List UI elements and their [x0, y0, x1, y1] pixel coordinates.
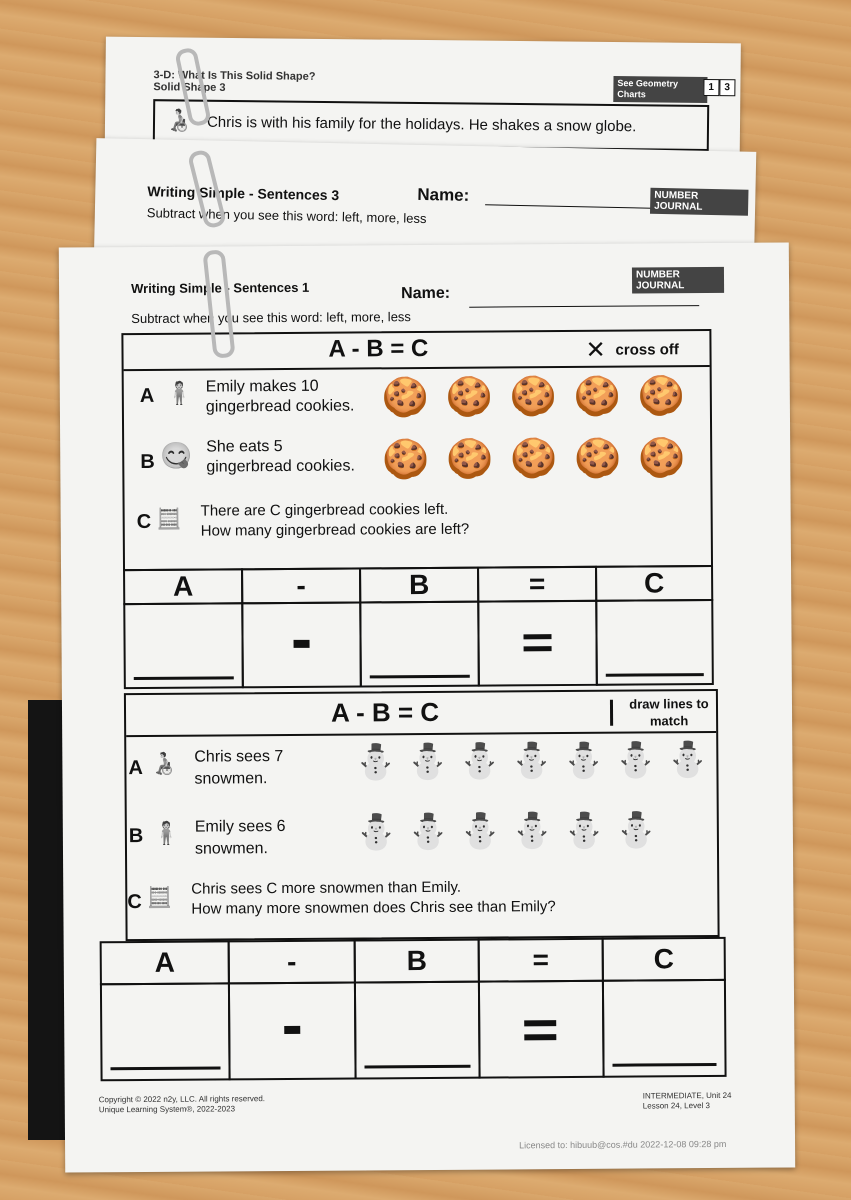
- part2-row-c-line1: Chris sees C more snowmen than Emily.: [191, 878, 462, 898]
- equals-bar-top: [524, 1020, 556, 1026]
- equals-bar-bottom: [524, 646, 552, 651]
- gingerbread-cookie-icon: 🍪: [446, 438, 494, 481]
- wheelchair-boy-icon: 🧑‍🦽: [164, 107, 193, 133]
- sheet1-name-line: [469, 305, 699, 308]
- snowman-icon: ⛄: [510, 742, 553, 781]
- snowman-icon: ⛄: [510, 812, 554, 851]
- part2-answer-a[interactable]: [100, 982, 231, 1081]
- worksheet-sentences-1: [59, 242, 795, 1172]
- eating-face-icon: 😋: [160, 440, 193, 471]
- sheet3-header-line2: Solid Shape 3: [153, 81, 226, 94]
- part1-answer-a[interactable]: [123, 602, 244, 689]
- blocks-icon: 🧮: [156, 508, 182, 531]
- sheet2-title: Writing Simple - Sentences 3: [147, 183, 340, 204]
- snowman-icon: ⛄: [354, 813, 398, 852]
- gingerbread-cookie-icon: 🍪: [382, 438, 430, 482]
- license-watermark: Licensed to: hibuub@cos.#du 2022-12-08 09:28 pm: [519, 1138, 727, 1151]
- part2-header-equals: =: [478, 938, 604, 983]
- part1-equation: A - B = C: [328, 334, 429, 363]
- x-cross-icon: ✕: [585, 336, 606, 364]
- part2-header-c: C: [602, 937, 726, 982]
- part2-row-a-line2: snowmen.: [194, 770, 268, 788]
- minus-sign: [284, 1026, 300, 1034]
- sheet2-number-journal-logo: NUMBER JOURNAL: [650, 188, 749, 216]
- answer-line: [612, 1063, 716, 1067]
- part1-row-a-line2: gingerbread cookies.: [205, 397, 355, 416]
- sheet1-title: Writing Simple - Sentences 1: [131, 279, 310, 297]
- badge-number-1: 1: [703, 79, 719, 96]
- part2-row-c-line2: How many more snowmen does Chris see than Emily?: [191, 898, 556, 918]
- sheet1-name-label: Name:: [401, 284, 451, 303]
- gingerbread-cookie-icon: 🍪: [509, 376, 558, 419]
- blocks-icon: 🧮: [147, 886, 173, 909]
- part1-header-minus: -: [241, 567, 361, 604]
- footer-lesson: Lesson 24, Level 3: [642, 1101, 710, 1111]
- part2-hint: draw lines to match: [629, 696, 709, 729]
- gingerbread-cookie-icon: 🍪: [573, 375, 622, 418]
- part2-answer-b[interactable]: [354, 981, 481, 1080]
- snowmen-row-b: [355, 813, 711, 861]
- answer-line: [370, 675, 470, 679]
- part2-row-b-line2: snowmen.: [194, 840, 268, 858]
- part2-header-b: B: [354, 939, 480, 984]
- part2-answer-c[interactable]: [602, 979, 727, 1078]
- snowman-icon: ⛄: [458, 742, 501, 781]
- wheelchair-boy-icon: 🧑‍🦽: [150, 750, 178, 776]
- answer-line: [364, 1065, 470, 1069]
- sheet2-name-label: Name:: [417, 184, 470, 205]
- snowman-icon: ⛄: [666, 741, 709, 780]
- part1-equals-cell: [477, 600, 598, 687]
- part1-minus-cell: [241, 601, 362, 688]
- part1-row-c-line1: There are C gingerbread cookies left.: [200, 500, 449, 520]
- gingerbread-cookie-icon: 🍪: [381, 376, 430, 420]
- part1-row-b-line1: She eats 5: [206, 438, 283, 456]
- sheet1-number-journal-logo: NUMBER JOURNAL: [632, 267, 724, 294]
- footer-copyright: Copyright © 2022 n2y, LLC. All rights reserved.: [98, 1094, 266, 1105]
- part2-row-c-letter: C: [127, 890, 142, 914]
- girl-icon: 🧍: [165, 380, 194, 406]
- part2-box: [124, 689, 720, 941]
- part2-minus-cell: [228, 982, 357, 1081]
- snowman-icon: ⛄: [406, 812, 450, 852]
- part1-row-b-line2: gingerbread cookies.: [206, 457, 355, 476]
- footer-product: Unique Learning System®, 2022-2023: [98, 1104, 236, 1115]
- part1-row-b-letter: B: [140, 450, 155, 473]
- snowmen-row-a: [354, 743, 710, 791]
- badge-label: See Geometry Charts: [617, 78, 679, 100]
- part2-row-b-line1: Emily sees 6: [194, 817, 286, 836]
- part1-answer-c[interactable]: [595, 599, 714, 686]
- gingerbread-cookie-icon: 🍪: [510, 438, 558, 481]
- part2-equation: A - B = C: [330, 696, 440, 728]
- draw-line-icon: [610, 700, 613, 726]
- part2-row-a-letter: A: [128, 756, 143, 780]
- answer-line: [134, 676, 234, 680]
- gingerbread-cookie-icon: 🍪: [638, 437, 686, 480]
- part1-header-equals: =: [477, 566, 597, 603]
- snowman-icon: ⛄: [614, 811, 658, 850]
- snowman-icon: ⛄: [614, 741, 657, 780]
- part2-header-a: A: [100, 940, 230, 985]
- part1-row-a-letter: A: [139, 384, 155, 407]
- snowman-icon: ⛄: [354, 743, 397, 782]
- part2-equals-cell: [478, 980, 605, 1079]
- cookies-row-b: [382, 439, 702, 487]
- part2-row-b-letter: B: [128, 824, 144, 848]
- answer-line: [111, 1066, 221, 1070]
- equals-bar-bottom: [524, 1034, 556, 1040]
- sheet2-instruction: Subtract when you see this word: left, more, less: [146, 205, 427, 227]
- part1-row-a-line1: Emily makes 10: [205, 377, 319, 396]
- snowman-icon: ⛄: [562, 741, 605, 781]
- part1-box: [121, 329, 713, 571]
- snowman-icon: ⛄: [458, 812, 502, 851]
- part1-header-c: C: [595, 565, 713, 602]
- see-geometry-charts-badge: [613, 76, 707, 103]
- girl-icon: 🧍: [152, 820, 181, 846]
- cookies-row-a: [382, 377, 702, 425]
- gingerbread-cookie-icon: 🍪: [445, 376, 494, 419]
- part1-header-a: A: [123, 568, 243, 605]
- gingerbread-cookie-icon: 🍪: [574, 437, 622, 480]
- minus-sign: [294, 640, 310, 648]
- sheet3-sentence: Chris is with his family for the holidays. He shakes a snow globe.: [206, 113, 637, 136]
- part1-header-b: B: [359, 567, 479, 604]
- part1-hint: cross off: [615, 341, 679, 359]
- equals-bar-top: [523, 634, 551, 639]
- snowman-icon: ⛄: [562, 811, 606, 851]
- part1-answer-b[interactable]: [359, 601, 480, 688]
- sheet1-instruction: Subtract when you see this word: left, more, less: [131, 309, 411, 327]
- part1-row-c-line2: How many gingerbread cookies are left?: [200, 520, 470, 540]
- footer-level: INTERMEDIATE, Unit 24: [642, 1090, 732, 1101]
- gingerbread-cookie-icon: 🍪: [637, 375, 686, 418]
- sheet3-header-line1: 3-D: What Is This Solid Shape?: [153, 69, 316, 83]
- part2-header-minus: -: [228, 940, 356, 985]
- part2-row-a-line1: Chris sees 7: [194, 748, 284, 766]
- answer-line: [606, 673, 704, 677]
- part1-row-c-letter: C: [136, 510, 152, 534]
- badge-number-3: 3: [719, 79, 735, 96]
- snowman-icon: ⛄: [406, 742, 449, 782]
